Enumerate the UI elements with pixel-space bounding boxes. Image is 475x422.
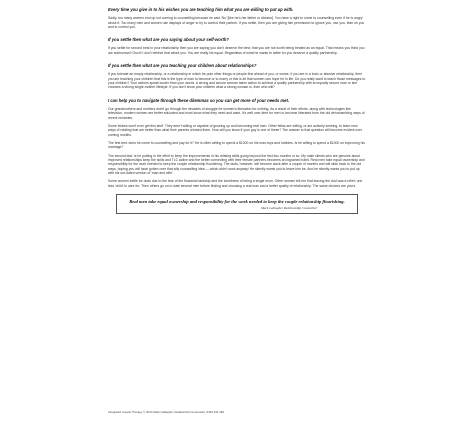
section-heading: Every time you give in to his wishes you are teaching him what you are willing to put up with. — [108, 7, 294, 12]
section-paragraph: If you settle for second best in your relationship then you are saying you don't deserve the best; that you are not worth being treated as an equal. That means you think you are subhuman!! Ouch! I don't believe that about you. You are really his equal. Regardless of what he wants to settle for you deserve a quality partnership. — [108, 46, 365, 55]
section-paragraph: The first test: does he come to counselling and pay for it? He is often willing to spend a $1000 on his man-toys and hobbies. Is he willing to spend a $1000 on improving his marriage? — [108, 140, 365, 150]
pull-quote-box — [116, 194, 358, 214]
section-heading: If you settle then what are you saying about your self-worth? — [108, 37, 229, 43]
section-paragraph: Some women settle for duds due to the fear of the financial hardship and the loneliness of being a single mum. Other women tell me that leaving the dud was a relief; one less 'child' to care for. Then others go on to date several men before finding and choosing a real man and a better quality of relationship. The same choices are yours. — [108, 179, 363, 188]
document-body — [108, 7, 366, 214]
section-paragraph: Some blokes won't ever get this stuff. They aren't willing or capable of growing up and becoming real men. Other fellas are willing, or are actively seeking, to learn new ways of relating that are better than what their parents showed them. How will you know if your guy is one of these? The answer to that question will become evident over coming months. — [108, 123, 362, 137]
pull-quote-text: Real men take equal ownership and responsibility for the work needed to keep the couple relationship flourishing. — [129, 199, 345, 205]
section-paragraph: If you tolerate an empty relationship, or a relationship in which he puts other things or people first ahead of you, or worse, if you are in a toxic or abusive relationship, then you are teaching your children that this is the type of man to become or to marry or this is all that women can hope for in life. Do you really want to teach those messages to your children? Your actions speak louder than your words. A strong and secure woman takes action to achieve a quality partnership with an equally secure man or she chooses a strong single-mother lifestyle. If you don't show your children what a strong woman is, then who will? — [108, 72, 366, 90]
section-heading: If you settle then what are you teaching your children about relationships? — [108, 63, 257, 69]
section-heading: I can help you to navigate through these dilemmas so you can get more of your needs met. — [108, 97, 290, 103]
pull-quote-attribution: Mark Gallagher Relationship Counsellor — [260, 205, 317, 210]
section-paragraph: Sadly, too many women end up not coming to counselling because he said 'No' [like he's her father or dictator]. You have a right to come to counselling even if he is angry about it. Too many men and women use displays of anger to try to control their partner. If you settle, then you are giving him permission to ignore you, use you, lean on you and to control you. — [108, 16, 365, 29]
section-paragraph: Our grandmothers and mothers didn't go through the decades of struggle for women's liberation for nothing. As a result of their efforts, along with technologies like television, modern women are better educated and most know what they need and want. It's well over-time for men to become liberated from the old dehumanising ways of recent centuries. — [108, 106, 365, 120]
page-footer: Integrated Couple Therapy © 2014 Mark Gallagher, Relationship Counsellor, 0434 611 494 — [108, 410, 224, 414]
section-paragraph: The second test: is he putting in the effort to keep the improvements in his relating skills going beyond the first two months or so. My male clients who are genuine about improved relationships keep the skills and TLC active and the better connecting with their female partners becomes an ingrained habit. Real men take equal ownership and responsibility for the work needed to keep the couple relationship flourishing. The duds, however, will become slack after a couple of months and will slide back to the old ways, hoping you will have gotten over that silly counselling idea — which didn't work anyway! He silently wants you to leave him be. And he silently wants you to put up with his out-dated version of 'man and wife'. — [108, 153, 365, 176]
